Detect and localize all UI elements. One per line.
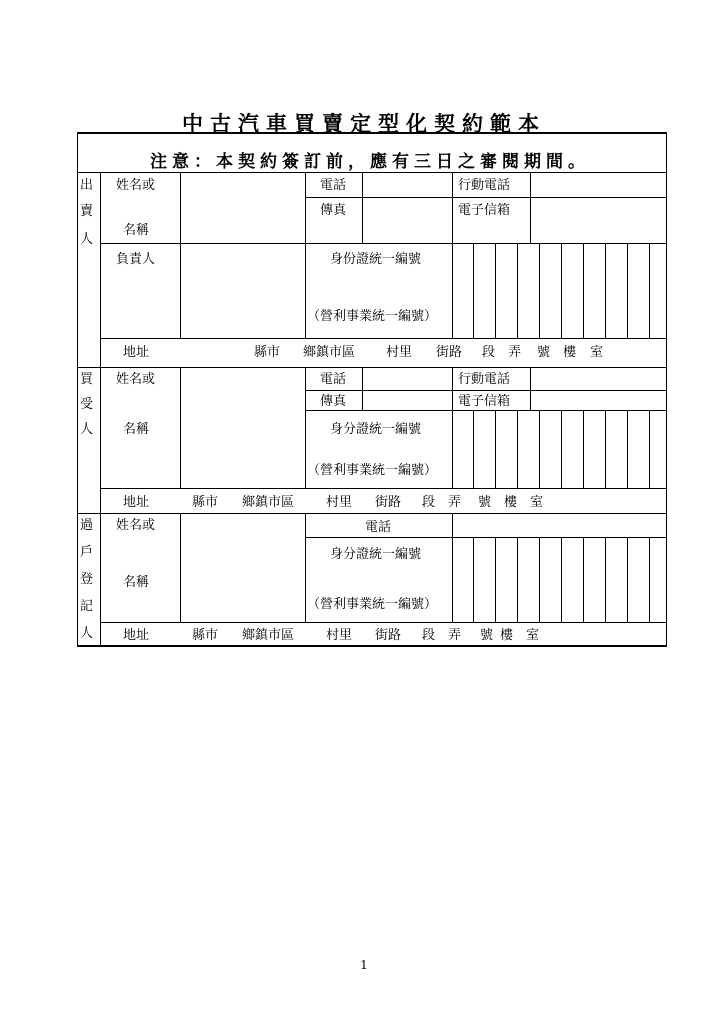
name-label: 姓名或 xyxy=(116,518,156,533)
address-part: 村里 xyxy=(326,628,353,643)
name-label: 姓名或 xyxy=(116,372,156,387)
id-number-label: 身分證統一編號 xyxy=(330,547,422,562)
page-number: 1 xyxy=(360,958,368,972)
row-line xyxy=(100,243,667,244)
section-label-char: 出 xyxy=(80,178,94,193)
section-label-char: 買 xyxy=(80,372,94,387)
section-label-char: 賣 xyxy=(80,204,94,219)
address-part: 號 xyxy=(478,495,492,510)
address-label: 地址 xyxy=(123,345,150,360)
address-part: 村里 xyxy=(386,345,413,360)
name-label: 名稱 xyxy=(123,422,150,437)
address-part: 段 xyxy=(422,628,436,643)
id-digit-line xyxy=(495,410,496,488)
id-digit-line xyxy=(539,537,540,622)
id-digit-line xyxy=(649,410,650,488)
id-digit-line xyxy=(495,243,496,338)
business-id-label: （營利事業統一編號） xyxy=(307,463,438,478)
row-line xyxy=(305,197,667,198)
address-part: 鄉鎮市區 xyxy=(303,345,356,360)
id-digit-line xyxy=(473,243,474,338)
id-number-label: 身份證統一編號 xyxy=(330,252,422,267)
address-part: 縣市 xyxy=(192,495,219,510)
id-digit-line xyxy=(517,410,518,488)
id-digit-line xyxy=(605,410,606,488)
section-label-char: 戶 xyxy=(80,545,94,560)
row-line xyxy=(77,367,667,368)
col-line xyxy=(452,410,453,488)
name-label: 名稱 xyxy=(123,575,150,590)
id-digit-line xyxy=(517,243,518,338)
col-line xyxy=(305,172,306,338)
address-part: 街路 xyxy=(375,495,402,510)
address-part: 樓 xyxy=(563,345,577,360)
col-line xyxy=(305,367,306,488)
col-line xyxy=(530,367,531,410)
row-line xyxy=(305,410,667,411)
address-part: 鄉鎮市區 xyxy=(242,628,295,643)
email-label: 電子信箱 xyxy=(458,394,511,409)
address-part: 弄 xyxy=(508,345,522,360)
id-digit-line xyxy=(539,243,540,338)
phone-label: 電話 xyxy=(320,372,347,387)
address-part: 街路 xyxy=(375,628,402,643)
address-part: 縣市 xyxy=(254,345,281,360)
address-part: 鄉鎮市區 xyxy=(242,495,295,510)
col-line xyxy=(362,172,363,243)
id-digit-line xyxy=(561,537,562,622)
row-line xyxy=(77,172,667,173)
review-period-notice: 注意：本契約簽訂前，應有三日之審閱期間。 xyxy=(150,152,590,172)
id-digit-line xyxy=(627,410,628,488)
id-digit-line xyxy=(539,410,540,488)
table-top-border xyxy=(77,132,667,134)
id-digit-line xyxy=(649,243,650,338)
id-digit-line xyxy=(473,410,474,488)
address-part: 室 xyxy=(526,628,540,643)
address-part: 段 xyxy=(482,345,496,360)
id-digit-line xyxy=(583,537,584,622)
phone-label: 電話 xyxy=(320,178,347,193)
section-label-char: 受 xyxy=(80,397,94,412)
id-digit-line xyxy=(627,243,628,338)
address-part: 村里 xyxy=(326,495,353,510)
address-part: 縣市 xyxy=(192,628,219,643)
address-part: 室 xyxy=(590,345,604,360)
col-line xyxy=(362,367,363,410)
section-label-char: 過 xyxy=(80,518,94,533)
col-line xyxy=(180,513,181,622)
table-right-border xyxy=(666,132,667,646)
section-label-char: 登 xyxy=(80,572,94,587)
address-label: 地址 xyxy=(123,495,150,510)
row-line xyxy=(100,488,667,489)
address-label: 地址 xyxy=(123,628,150,643)
name-label: 姓名或 xyxy=(116,178,156,193)
id-digit-line xyxy=(627,537,628,622)
section-label-char: 記 xyxy=(80,599,94,614)
col-line xyxy=(180,367,181,488)
address-part: 號 xyxy=(537,345,551,360)
col-line xyxy=(452,172,453,243)
col-line xyxy=(305,513,306,622)
col-line xyxy=(452,513,453,622)
email-label: 電子信箱 xyxy=(458,203,511,218)
fax-label: 傳真 xyxy=(320,203,347,218)
col-line xyxy=(100,172,101,645)
id-digit-line xyxy=(473,537,474,622)
address-part: 段 xyxy=(422,495,436,510)
table-bottom-border xyxy=(77,645,667,647)
id-digit-line xyxy=(561,410,562,488)
business-id-label: （營利事業統一編號） xyxy=(307,309,438,324)
col-line xyxy=(452,367,453,410)
id-digit-line xyxy=(605,537,606,622)
mobile-label: 行動電話 xyxy=(458,372,511,387)
row-line xyxy=(100,338,667,339)
address-part: 弄 xyxy=(448,495,462,510)
address-part: 弄 xyxy=(448,628,462,643)
address-part: 樓 xyxy=(500,628,514,643)
id-digit-line xyxy=(649,537,650,622)
row-line xyxy=(77,513,667,514)
address-part: 號 xyxy=(480,628,494,643)
id-digit-line xyxy=(517,537,518,622)
fax-label: 傳真 xyxy=(320,394,347,409)
col-line xyxy=(180,172,181,338)
business-id-label: （營利事業統一編號） xyxy=(307,597,438,612)
phone-label: 電話 xyxy=(365,520,392,535)
page-title: 中古汽車買賣定型化契約範本 xyxy=(182,112,546,136)
mobile-label: 行動電話 xyxy=(458,178,511,193)
section-label-char: 人 xyxy=(80,232,94,247)
id-digit-line xyxy=(583,243,584,338)
row-line xyxy=(305,537,667,538)
responsible-person-label: 負責人 xyxy=(116,252,156,267)
col-line xyxy=(452,243,453,338)
id-digit-line xyxy=(495,537,496,622)
address-part: 樓 xyxy=(504,495,518,510)
address-part: 街路 xyxy=(436,345,463,360)
id-number-label: 身分證統一編號 xyxy=(330,422,422,437)
id-digit-line xyxy=(605,243,606,338)
id-digit-line xyxy=(561,243,562,338)
id-digit-line xyxy=(583,410,584,488)
name-label: 名稱 xyxy=(123,223,150,238)
col-line xyxy=(530,172,531,243)
row-line xyxy=(305,390,667,391)
address-part: 室 xyxy=(530,495,544,510)
table-left-border xyxy=(77,132,78,646)
row-line xyxy=(100,622,667,623)
section-label-char: 人 xyxy=(80,626,94,641)
section-label-char: 人 xyxy=(80,422,94,437)
